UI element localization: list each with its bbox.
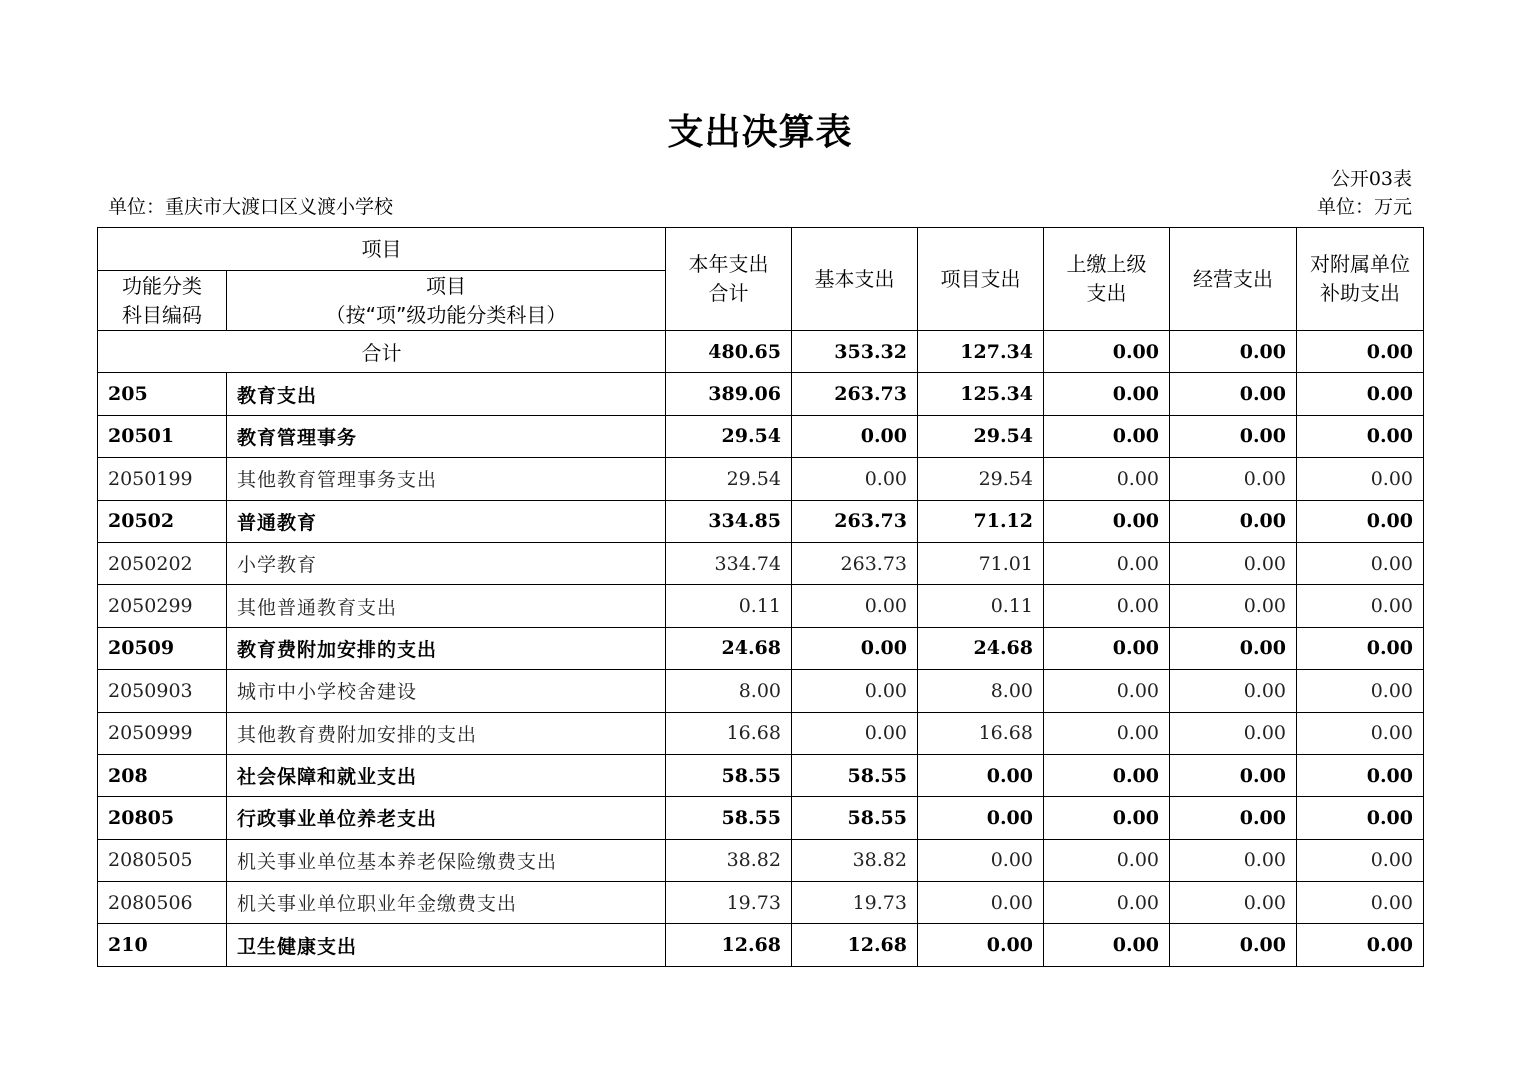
cell-project: 16.68 — [918, 712, 1044, 754]
cell-project: 125.34 — [918, 373, 1044, 415]
cell-basic: 58.55 — [792, 754, 918, 796]
cell-upper: 0.00 — [1044, 754, 1170, 796]
cell-business: 0.00 — [1170, 670, 1297, 712]
currency-unit: 单位：万元 — [1316, 196, 1412, 218]
table-row — [98, 754, 1424, 796]
cell-name: 卫生健康支出 — [227, 924, 666, 966]
cell-subsidy: 0.00 — [1297, 754, 1424, 796]
cell-name: 其他教育管理事务支出 — [227, 458, 666, 500]
cell-business: 0.00 — [1170, 839, 1297, 881]
header-upper: 上缴上级 支出 — [1044, 228, 1170, 331]
cell-code: 2050199 — [98, 458, 227, 500]
cell-total: 16.68 — [666, 712, 792, 754]
header-project: 项目支出 — [918, 228, 1044, 331]
expenditure-table — [97, 227, 1424, 967]
cell-name: 普通教育 — [227, 500, 666, 542]
cell-project: 29.54 — [918, 415, 1044, 457]
header-total: 本年支出 合计 — [666, 228, 792, 331]
cell-code: 2050903 — [98, 670, 227, 712]
cell-name: 其他教育费附加安排的支出 — [227, 712, 666, 754]
cell-upper: 0.00 — [1044, 882, 1170, 924]
total-row — [98, 331, 1424, 373]
cell-subsidy: 0.00 — [1297, 882, 1424, 924]
cell-business: 0.00 — [1170, 627, 1297, 669]
cell-total: 24.68 — [666, 627, 792, 669]
cell-code: 205 — [98, 373, 227, 415]
cell-upper: 0.00 — [1044, 542, 1170, 584]
header-name: 项目 （按“项”级功能分类科目） — [227, 271, 666, 331]
cell-upper: 0.00 — [1044, 458, 1170, 500]
cell-code: 20805 — [98, 797, 227, 839]
cell-code: 210 — [98, 924, 227, 966]
cell-basic: 0.00 — [792, 415, 918, 457]
cell-project: 24.68 — [918, 627, 1044, 669]
cell-code: 2050999 — [98, 712, 227, 754]
cell-business: 0.00 — [1170, 924, 1297, 966]
cell-code: 20509 — [98, 627, 227, 669]
total-project: 127.34 — [918, 331, 1044, 373]
header-item-group: 项目 — [98, 228, 666, 271]
cell-basic: 12.68 — [792, 924, 918, 966]
cell-code: 2050202 — [98, 542, 227, 584]
table-row — [98, 627, 1424, 669]
table-row — [98, 500, 1424, 542]
page-title: 支出决算表 — [667, 112, 853, 153]
cell-basic: 263.73 — [792, 542, 918, 584]
cell-name: 城市中小学校舍建设 — [227, 670, 666, 712]
cell-subsidy: 0.00 — [1297, 839, 1424, 881]
cell-basic: 38.82 — [792, 839, 918, 881]
total-basic: 353.32 — [792, 331, 918, 373]
cell-name: 社会保障和就业支出 — [227, 754, 666, 796]
cell-total: 334.74 — [666, 542, 792, 584]
cell-code: 2080506 — [98, 882, 227, 924]
table-row — [98, 373, 1424, 415]
table-number: 公开03表 — [1330, 168, 1412, 190]
header-business: 经营支出 — [1170, 228, 1297, 331]
cell-project: 8.00 — [918, 670, 1044, 712]
cell-total: 29.54 — [666, 458, 792, 500]
table-row — [98, 797, 1424, 839]
cell-business: 0.00 — [1170, 373, 1297, 415]
header-code: 功能分类 科目编码 — [98, 271, 227, 331]
cell-project: 0.00 — [918, 797, 1044, 839]
cell-total: 12.68 — [666, 924, 792, 966]
table-row — [98, 839, 1424, 881]
total-label: 合计 — [98, 331, 666, 373]
cell-business: 0.00 — [1170, 882, 1297, 924]
total-subsidy: 0.00 — [1297, 331, 1424, 373]
table-row — [98, 882, 1424, 924]
total-business: 0.00 — [1170, 331, 1297, 373]
cell-upper: 0.00 — [1044, 373, 1170, 415]
cell-business: 0.00 — [1170, 415, 1297, 457]
cell-name: 机关事业单位职业年金缴费支出 — [227, 882, 666, 924]
cell-code: 20501 — [98, 415, 227, 457]
cell-total: 389.06 — [666, 373, 792, 415]
cell-total: 38.82 — [666, 839, 792, 881]
cell-basic: 0.00 — [792, 627, 918, 669]
cell-code: 2080505 — [98, 839, 227, 881]
cell-upper: 0.00 — [1044, 839, 1170, 881]
total-sum: 480.65 — [666, 331, 792, 373]
cell-upper: 0.00 — [1044, 797, 1170, 839]
cell-basic: 0.00 — [792, 712, 918, 754]
table-row — [98, 542, 1424, 584]
cell-project: 0.00 — [918, 924, 1044, 966]
cell-name: 教育管理事务 — [227, 415, 666, 457]
cell-subsidy: 0.00 — [1297, 415, 1424, 457]
cell-subsidy: 0.00 — [1297, 712, 1424, 754]
cell-total: 58.55 — [666, 754, 792, 796]
cell-name: 教育费附加安排的支出 — [227, 627, 666, 669]
header-basic: 基本支出 — [792, 228, 918, 331]
cell-subsidy: 0.00 — [1297, 924, 1424, 966]
cell-business: 0.00 — [1170, 542, 1297, 584]
cell-project: 71.12 — [918, 500, 1044, 542]
cell-basic: 0.00 — [792, 585, 918, 627]
cell-name: 教育支出 — [227, 373, 666, 415]
cell-upper: 0.00 — [1044, 415, 1170, 457]
cell-subsidy: 0.00 — [1297, 585, 1424, 627]
header-subsidy: 对附属单位 补助支出 — [1297, 228, 1424, 331]
cell-basic: 58.55 — [792, 797, 918, 839]
cell-total: 334.85 — [666, 500, 792, 542]
cell-project: 0.11 — [918, 585, 1044, 627]
cell-total: 58.55 — [666, 797, 792, 839]
cell-name: 小学教育 — [227, 542, 666, 584]
table-row — [98, 458, 1424, 500]
cell-upper: 0.00 — [1044, 670, 1170, 712]
table-row — [98, 585, 1424, 627]
cell-business: 0.00 — [1170, 500, 1297, 542]
cell-name: 其他普通教育支出 — [227, 585, 666, 627]
cell-project: 71.01 — [918, 542, 1044, 584]
cell-basic: 263.73 — [792, 500, 918, 542]
cell-subsidy: 0.00 — [1297, 797, 1424, 839]
total-upper: 0.00 — [1044, 331, 1170, 373]
cell-subsidy: 0.00 — [1297, 458, 1424, 500]
cell-basic: 19.73 — [792, 882, 918, 924]
cell-total: 8.00 — [666, 670, 792, 712]
cell-upper: 0.00 — [1044, 924, 1170, 966]
cell-subsidy: 0.00 — [1297, 373, 1424, 415]
cell-upper: 0.00 — [1044, 500, 1170, 542]
table-row — [98, 924, 1424, 966]
cell-project: 0.00 — [918, 882, 1044, 924]
table-row — [98, 415, 1424, 457]
cell-business: 0.00 — [1170, 712, 1297, 754]
organization-unit: 单位：重庆市大渡口区义渡小学校 — [108, 196, 394, 218]
cell-basic: 263.73 — [792, 373, 918, 415]
cell-upper: 0.00 — [1044, 627, 1170, 669]
cell-business: 0.00 — [1170, 797, 1297, 839]
cell-business: 0.00 — [1170, 458, 1297, 500]
table-row — [98, 712, 1424, 754]
table-row — [98, 670, 1424, 712]
cell-name: 行政事业单位养老支出 — [227, 797, 666, 839]
cell-code: 208 — [98, 754, 227, 796]
cell-upper: 0.00 — [1044, 585, 1170, 627]
cell-business: 0.00 — [1170, 754, 1297, 796]
cell-business: 0.00 — [1170, 585, 1297, 627]
cell-project: 0.00 — [918, 754, 1044, 796]
cell-subsidy: 0.00 — [1297, 500, 1424, 542]
cell-total: 19.73 — [666, 882, 792, 924]
cell-name: 机关事业单位基本养老保险缴费支出 — [227, 839, 666, 881]
cell-basic: 0.00 — [792, 458, 918, 500]
cell-upper: 0.00 — [1044, 712, 1170, 754]
cell-project: 0.00 — [918, 839, 1044, 881]
cell-code: 20502 — [98, 500, 227, 542]
cell-total: 29.54 — [666, 415, 792, 457]
cell-subsidy: 0.00 — [1297, 542, 1424, 584]
cell-project: 29.54 — [918, 458, 1044, 500]
cell-code: 2050299 — [98, 585, 227, 627]
cell-basic: 0.00 — [792, 670, 918, 712]
cell-subsidy: 0.00 — [1297, 670, 1424, 712]
cell-subsidy: 0.00 — [1297, 627, 1424, 669]
cell-total: 0.11 — [666, 585, 792, 627]
